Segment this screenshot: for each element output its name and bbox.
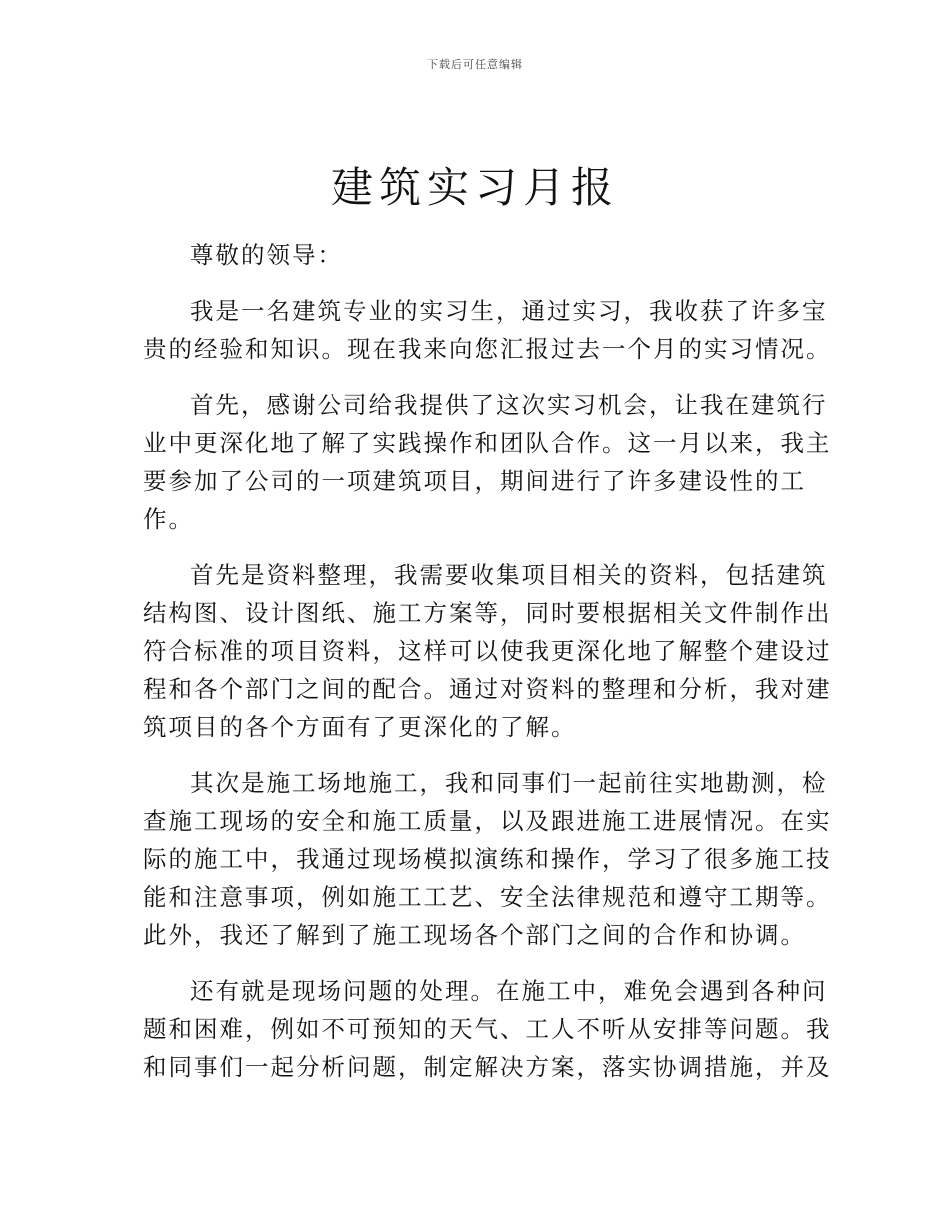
paragraph-line: 我是一名建筑专业的实习生，通过实习，我收获了许多宝: [190, 297, 828, 325]
paragraph-line: 筑项目的各个方面有了更深化的了解。: [143, 713, 577, 741]
salutation: 尊敬的领导：: [190, 241, 343, 269]
paragraph-4: [143, 764, 832, 954]
paragraph-line: 际的施工中，我通过现场模拟演练和操作，学习了很多施工技: [143, 845, 832, 873]
paragraph-line: 首先，感谢公司给我提供了这次实习机会，让我在建筑行: [190, 391, 828, 419]
paragraph-line: 首先是资料整理，我需要收集项目相关的资料，包括建筑: [190, 561, 828, 589]
paragraph-line: 业中更深化地了解了实践操作和团队合作。这一月以来，我主: [143, 429, 832, 457]
paragraph-line: 还有就是现场问题的处理。在施工中，难免会遇到各种问: [190, 977, 828, 1005]
paragraph-line: 结构图、设计图纸、施工方案等，同时要根据相关文件制作出: [143, 599, 832, 627]
paragraph-line: 此外，我还了解到了施工现场各个部门之间的合作和协调。: [143, 921, 806, 949]
paragraph-line: 和同事们一起分析问题，制定解决方案，落实协调措施，并及: [143, 1053, 832, 1081]
paragraph-line: 贵的经验和知识。现在我来向您汇报过去一个月的实习情况。: [143, 335, 832, 363]
paragraph-line: 符合标准的项目资料，这样可以使我更深化地了解整个建设过: [143, 637, 832, 665]
paragraph-line: 查施工现场的安全和施工质量，以及跟进施工进展情况。在实: [143, 807, 832, 835]
document-body: [143, 236, 832, 1104]
paragraph-2: [143, 386, 832, 538]
header-note: 下载后可任意编辑: [427, 58, 523, 71]
paragraph-5: [143, 972, 832, 1086]
paragraph-line: 能和注意事项，例如施工工艺、安全法律规范和遵守工期等。: [143, 883, 832, 911]
document-title: 建筑实习月报: [330, 163, 619, 212]
paragraph-3: [143, 556, 832, 746]
paragraph-line: 作。: [143, 505, 194, 533]
paragraph-line: 题和困难，例如不可预知的天气、工人不听从安排等问题。我: [143, 1015, 832, 1043]
paragraph-line: 要参加了公司的一项建筑项目，期间进行了许多建设性的工: [143, 467, 806, 495]
paragraph-line: 其次是施工场地施工，我和同事们一起前往实地勘测，检: [190, 769, 828, 797]
paragraph-1: [143, 292, 832, 368]
paragraph-line: 程和各个部门之间的配合。通过对资料的整理和分析，我对建: [143, 675, 832, 703]
